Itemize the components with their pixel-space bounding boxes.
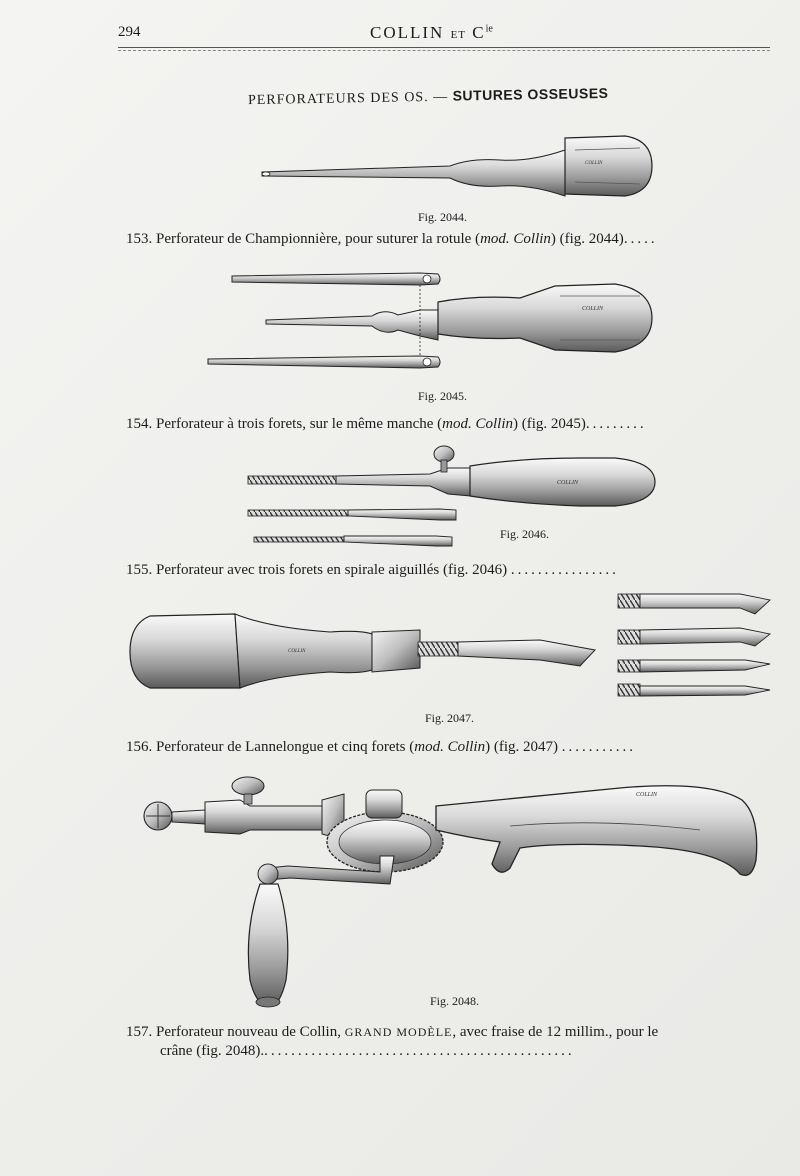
item-155 bbox=[126, 562, 738, 579]
section-title-right: SUTURES OSSEUSES bbox=[452, 84, 609, 104]
caption-fig-2047: Fig. 2047. bbox=[425, 711, 475, 725]
item-155-ref: 2046) bbox=[472, 562, 508, 578]
item-153-number: 153. bbox=[126, 231, 153, 247]
publisher-cie-sup: ie bbox=[485, 23, 493, 35]
caption-fig-2044: Fig. 2044. bbox=[418, 210, 468, 224]
caption-fig-2045: Fig. 2045. bbox=[418, 389, 468, 403]
publisher-cie: C bbox=[472, 23, 486, 42]
item-153 bbox=[126, 231, 738, 248]
item-157-text: Perforateur nouveau de Collin, bbox=[156, 1024, 341, 1040]
section-title-left: PERFORATEURS DES OS. — bbox=[247, 89, 449, 109]
item-156-ref: ) (fig. 2047) bbox=[485, 739, 558, 755]
item-154-leader: ......... bbox=[585, 416, 647, 432]
page-number: 294 bbox=[118, 24, 141, 40]
caption-fig-2048: Fig. 2048. bbox=[430, 994, 480, 1008]
item-156-text: Perforateur de Lannelongue et cinq forets ( bbox=[156, 739, 415, 755]
publisher-et: ET bbox=[450, 29, 467, 41]
instrument-fig-2044 bbox=[262, 136, 652, 196]
item-156 bbox=[126, 739, 738, 756]
item-154-model: mod. Collin bbox=[442, 416, 513, 432]
caption-fig-2046: Fig. 2046. bbox=[500, 527, 550, 541]
instrument-fig-2045 bbox=[208, 273, 652, 368]
instrument-fig-2048 bbox=[144, 777, 757, 1007]
publisher-name: COLLIN bbox=[370, 23, 445, 42]
item-157-number: 157. bbox=[126, 1024, 153, 1040]
item-157-line-1 bbox=[126, 1024, 738, 1041]
item-157-leader: .............................................. bbox=[264, 1043, 575, 1059]
item-156-model: mod. Collin bbox=[414, 739, 486, 755]
item-155-number: 155. bbox=[126, 562, 153, 578]
item-154 bbox=[126, 416, 738, 433]
item-153-text: Perforateur de Championnière, pour suturer la rotule ( bbox=[156, 231, 481, 247]
item-157-model-size: GRAND MODÈLE bbox=[344, 1025, 453, 1039]
engraved-collin-2047: COLLIN bbox=[288, 649, 306, 654]
engraved-collin-2048: COLLIN bbox=[636, 792, 658, 798]
item-154-number: 154. bbox=[126, 416, 153, 432]
item-154-text: Perforateur à trois forets, sur le même manche ( bbox=[156, 416, 443, 432]
item-157-line-2-text: crâne (fig. 2048). bbox=[160, 1043, 265, 1059]
item-157-line-2 bbox=[160, 1043, 738, 1060]
item-156-number: 156. bbox=[126, 739, 153, 755]
item-157-text-2: , avec fraise de 12 millim., pour le bbox=[452, 1024, 659, 1040]
item-156-leader: ........... bbox=[561, 739, 636, 755]
engraved-collin-2046: COLLIN bbox=[557, 480, 579, 486]
engraved-collin-2044: COLLIN bbox=[585, 161, 603, 166]
item-153-ref: ) (fig. 2044) bbox=[550, 231, 624, 247]
item-155-text: Perforateur avec trois forets en spirale aiguillés (fig. bbox=[156, 562, 469, 578]
instrument-fig-2047 bbox=[130, 594, 770, 696]
engraved-collin-2045: COLLIN bbox=[582, 306, 604, 312]
instrument-fig-2046 bbox=[248, 446, 655, 546]
item-155-leader: ................ bbox=[510, 562, 619, 578]
item-154-ref: ) (fig. 2045) bbox=[512, 416, 586, 432]
item-153-leader: ..... bbox=[623, 231, 658, 247]
item-153-model: mod. Collin bbox=[480, 231, 551, 247]
